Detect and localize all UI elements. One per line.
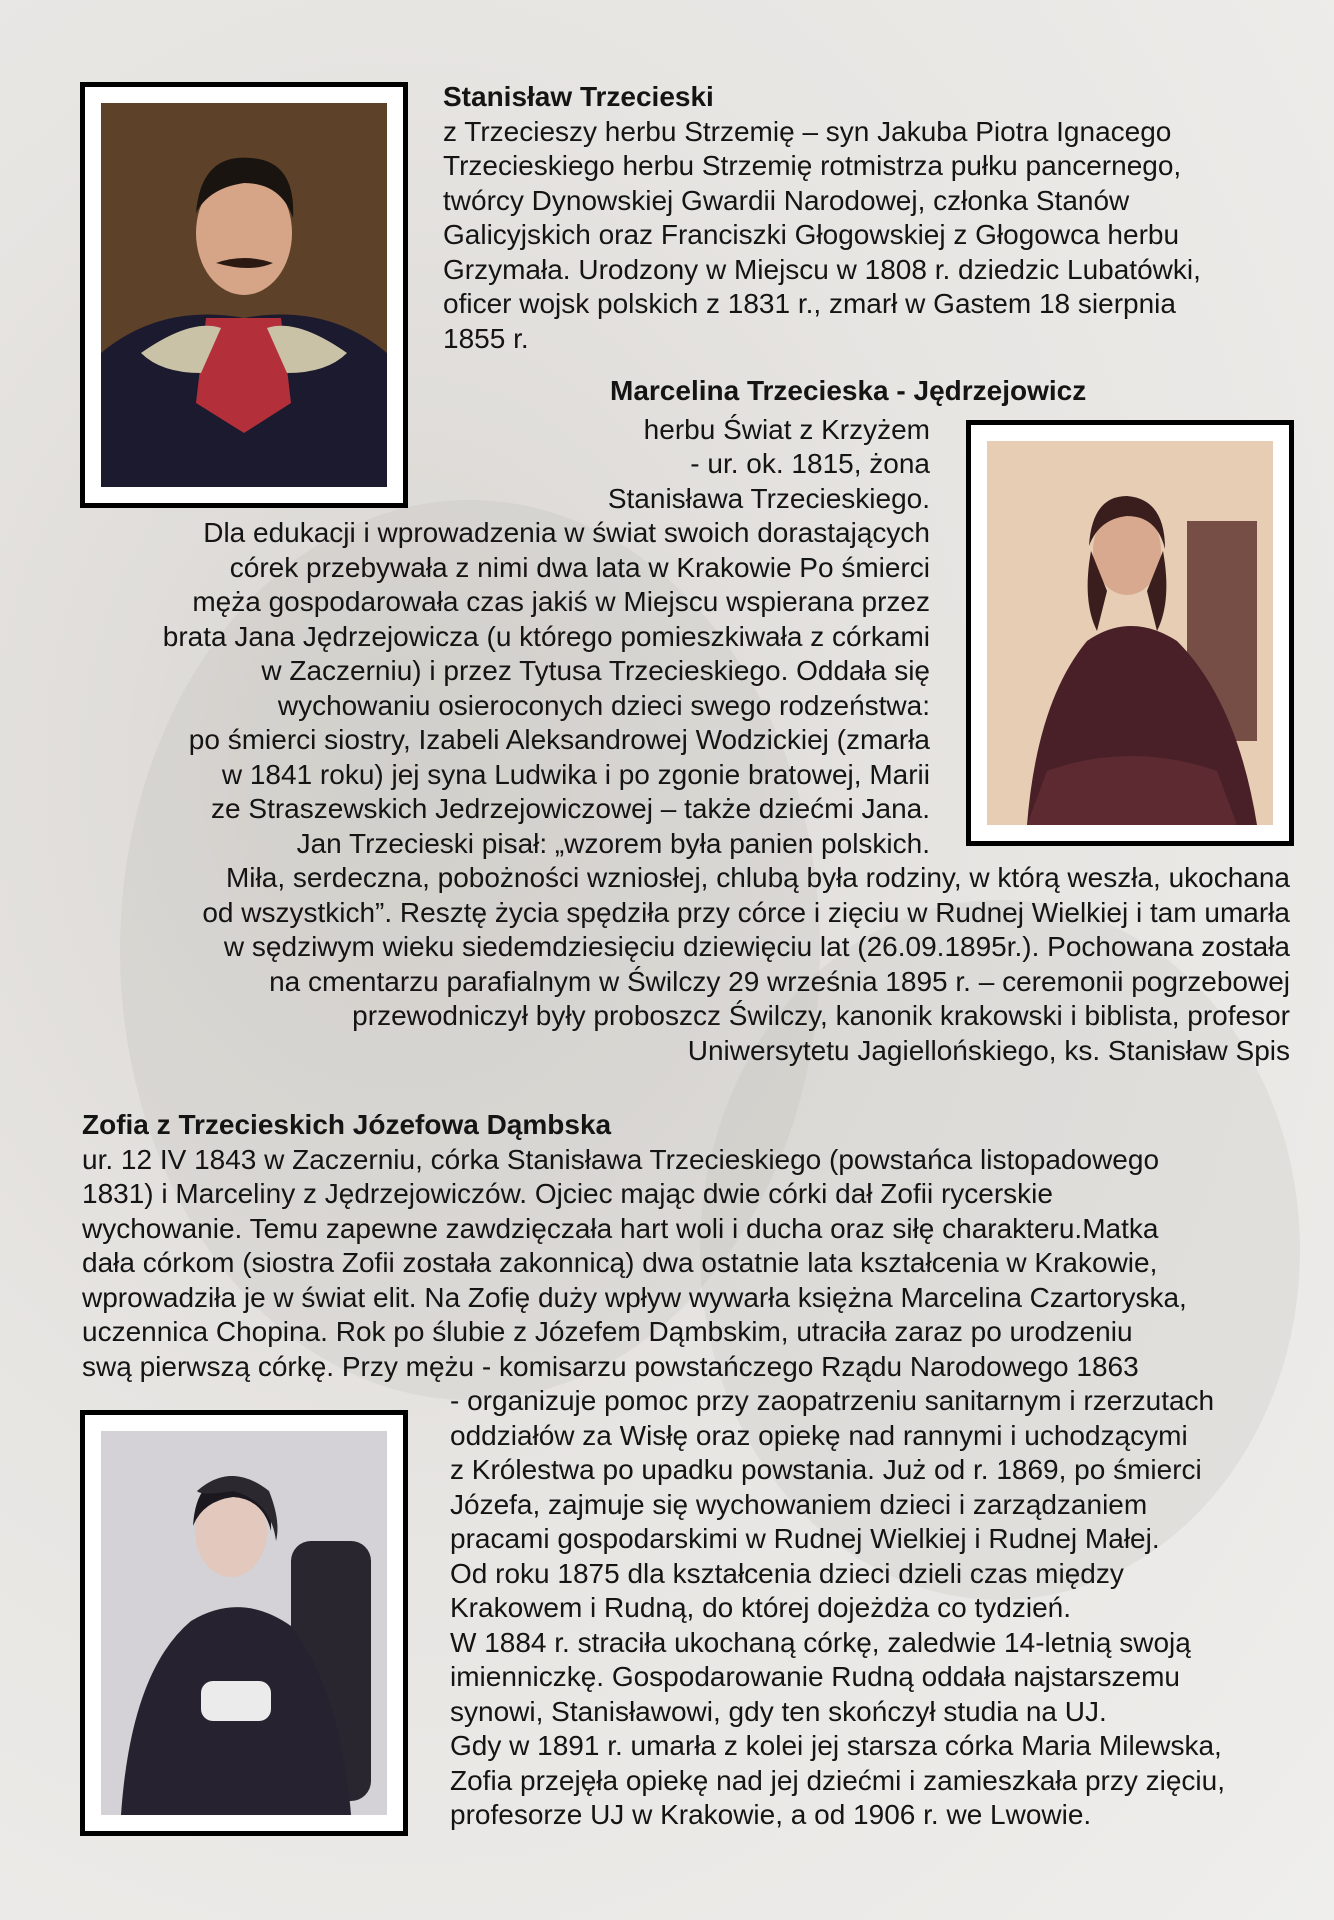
text-line: przewodniczył były proboszcz Świlczy, kanonik krakowski i biblista, profesor [352, 1000, 1290, 1031]
text-line: Dla edukacji i wprowadzenia w świat swoich dorastających [203, 517, 930, 548]
text-line: wychowanie. Temu zapewne zawdzięczała hart woli i ducha oraz siłę charakteru.Matka [82, 1212, 1159, 1244]
text-line: Miła, serdeczna, pobożności wzniosłej, chlubą była rodziny, w którą weszła, ukochana [225, 862, 1290, 893]
heading-stanislaw: Stanisław Trzecieski [443, 81, 714, 112]
text-line: W 1884 r. straciła ukochaną córkę, zaledwie 14-letnią swoją [450, 1626, 1191, 1658]
text-line: Józefa, zajmuje się wychowaniem dzieci i zarządzaniem [450, 1488, 1148, 1520]
text-line: Gdy w 1891 r. umarła z kolei jej starsza córka Maria Milewska, [450, 1730, 1222, 1761]
text-line: dała córkom (siostra Zofii została zakonnicą) dwa ostatnie lata kształcenia w Krakowie, [82, 1247, 1158, 1278]
portrait-zofia-dambska [80, 1410, 408, 1836]
text-line: ze Straszewskich Jedrzejowiczowej – także dziećmi Jana. [211, 793, 930, 824]
text-line: herbu Świat z Krzyżem [643, 413, 930, 445]
text-line: profesorze UJ w Krakowie, a od 1906 r. we Lwowie. [450, 1799, 1092, 1830]
text-line: Krakowem i Rudną, do której dojeżdża co tydzień. [450, 1592, 1071, 1623]
text-line: Zofia przejęła opiekę nad jej dziećmi i zamieszkała przy zięciu, [450, 1764, 1226, 1796]
text-line: swą pierwszą córkę. Przy mężu - komisarzu powstańczego Rządu Narodowego 1863 [82, 1350, 1139, 1382]
text-line: imienniczkę. Gospodarowanie Rudną oddała najstarszemu [450, 1661, 1180, 1692]
text-line: oddziałów za Wisłę oraz opiekę nad rannymi i uchodzącymi [450, 1419, 1188, 1451]
text-line: od wszystkich”. Resztę życia spędziła przy córce i zięciu w Rudnej Wielkiej i tam umarła [202, 896, 1290, 928]
text-line: wychowaniu osieroconych dzieci swego rodzeństwa: [277, 689, 930, 721]
text-line: ur. 12 IV 1843 w Zaczerniu, córka Stanisława Trzecieskiego (powstańca listopadowego [82, 1143, 1160, 1175]
text-line: na cmentarzu parafialnym w Świlczy 29 września 1895 r. – ceremonii pogrzebowej [269, 965, 1290, 997]
heading-marcelina: Marcelina Trzecieska - Jędrzejowicz [610, 375, 1087, 406]
text-line: w Zaczerniu) i przez Tytusa Trzecieskiego. Oddała się [261, 655, 930, 686]
text-line: synowi, Stanisławowi, gdy ten skończył studia na UJ. [450, 1695, 1107, 1727]
text-line: 1855 r. [443, 322, 529, 354]
text-line: Jan Trzecieski pisał: „wzorem była panien polskich. [296, 827, 930, 859]
portrait-image [101, 1431, 387, 1815]
text-line: Trzecieskiego herbu Strzemię rotmistrza pułku pancernego, [443, 150, 1182, 181]
text-line: po śmierci siostry, Izabeli Aleksandrowej Wodzickiej (zmarła [188, 724, 930, 755]
heading-zofia: Zofia z Trzecieskich Józefowa Dąmbska [82, 1109, 612, 1140]
text-line: brata Jana Jędrzejowicza (u którego pomieszkiwała z córkami [162, 620, 930, 652]
text-line: Galicyjskich oraz Franciszki Głogowskiej z Głogowca herbu [443, 219, 1180, 250]
text-line: z Królestwa po upadku powstania. Już od r. 1869, po śmierci [450, 1454, 1202, 1485]
text-line: pracami gospodarskimi w Rudnej Wielkiej i Rudnej Małej. [450, 1523, 1160, 1554]
section-stanislaw [443, 80, 1201, 356]
text-line: Uniwersytetu Jagiellońskiego, ks. Stanisław Spis [687, 1034, 1290, 1066]
text-line: wprowadziła je w świat elit. Na Zofię duży wpływ wywarła księżna Marcelina Czartoryska, [82, 1281, 1187, 1313]
text-line: w 1841 roku) jej syna Ludwika i po zgonie bratowej, Marii [221, 758, 930, 790]
text-line: Od roku 1875 dla kształcenia dzieci dzieli czas między [450, 1557, 1124, 1589]
text-line: - organizuje pomoc przy zaopatrzeniu sanitarnym i rzerzutach [450, 1385, 1215, 1416]
text-line: twórcy Dynowskiej Gwardii Narodowej, członka Stanów [443, 184, 1130, 216]
text-line: Grzymała. Urodzony w Miejscu w 1808 r. dziedzic Lubatówki, [443, 253, 1201, 285]
text-line: - ur. ok. 1815, żona [690, 448, 930, 479]
text-line: oficer wojsk polskich z 1831 r., zmarł w Gastem 18 sierpnia [443, 288, 1176, 319]
text-line: 1831) i Marceliny z Jędrzejowiczów. Ojciec mając dwie córki dał Zofii rycerskie [82, 1178, 1053, 1209]
text-line: męża gospodarowała czas jakiś w Miejscu wspierana przez [192, 586, 930, 617]
text-line: w sędziwym wieku siedemdziesięciu dziewięciu lat (26.09.1895r.). Pochowana została [223, 931, 1290, 962]
text-line: z Trzecieszy herbu Strzemię – syn Jakuba Piotra Ignacego [443, 115, 1172, 147]
section-marcelina [80, 374, 1290, 1068]
text-line: córek przebywała z nimi dwa lata w Krakowie Po śmierci [229, 551, 930, 583]
text-line: Stanisława Trzecieskiego. [607, 482, 930, 514]
text-line: uczennica Chopina. Rok po ślubie z Józefem Dąmbskim, utraciła zaraz po urodzeniu [82, 1316, 1133, 1347]
